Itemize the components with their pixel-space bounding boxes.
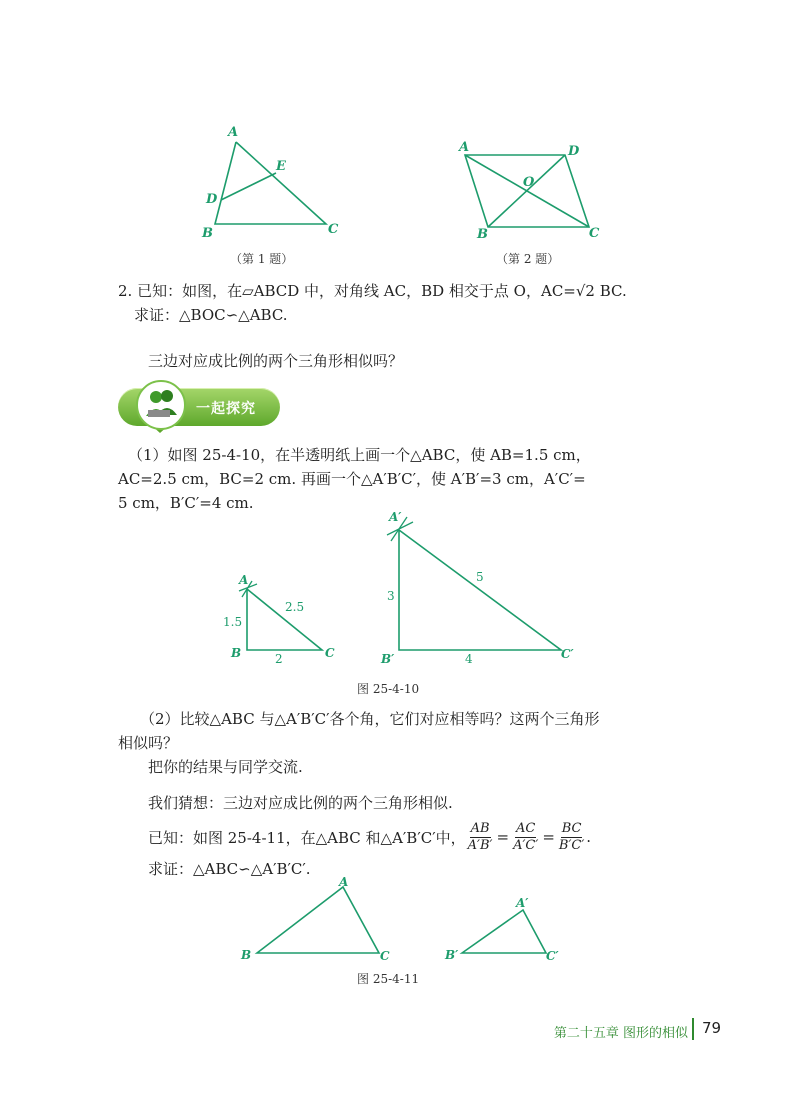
label-c2: C′ <box>546 949 559 963</box>
footer-divider <box>692 1018 694 1040</box>
label-b: B <box>241 948 252 962</box>
label-d: D <box>568 144 580 159</box>
large-side-ac: 5 <box>476 570 484 584</box>
figure-2-caption: （第 2 题） <box>496 252 560 266</box>
small-label-b: B <box>231 646 242 660</box>
large-triangle <box>399 530 561 650</box>
small-side-ab: 1.5 <box>223 615 243 629</box>
figure-problem-1 <box>190 120 360 245</box>
step-1-line-2: AC=2.5 cm，BC=2 cm. 再画一个△A′B′C′，使 A′B′=3 cm，A′C′= <box>118 470 586 488</box>
explore-badge-circle <box>136 380 186 430</box>
page-number: 79 <box>702 1019 722 1037</box>
large-label-b: B′ <box>381 652 395 666</box>
ratio-bc-den: B′C′ <box>558 837 585 853</box>
ratio-bc <box>559 821 584 854</box>
triangle-abc <box>215 142 326 224</box>
step-2-line-3: 把你的结果与同学交流. <box>148 758 303 776</box>
problem-2-given: 2. 已知：如图，在▱ABCD 中，对角线 AC，BD 相交于点 O，AC=√2 BC. <box>118 282 627 300</box>
label-c: C <box>328 222 339 237</box>
figure-25-4-11 <box>235 875 575 967</box>
figure-25-4-10-caption: 图 25-4-10 <box>357 682 420 696</box>
equals-1: = <box>496 828 510 846</box>
people-icon <box>138 382 184 428</box>
given-prefix: 已知：如图 25-4-11，在△ABC 和△A′B′C′中， <box>148 828 466 847</box>
ratio-ac <box>513 821 538 854</box>
ratio-ab-den: A′B′ <box>467 837 493 853</box>
given-end: . <box>586 828 592 846</box>
ratio-ab-num: AB <box>470 820 490 836</box>
large-side-ab: 3 <box>387 589 395 603</box>
given-statement <box>148 816 591 858</box>
small-side-bc: 2 <box>275 652 283 666</box>
large-label-c: C′ <box>561 647 574 661</box>
question-text: 三边对应成比例的两个三角形相似吗？ <box>148 352 404 370</box>
segment-de <box>221 173 276 200</box>
equals-2: = <box>542 828 555 846</box>
problem-2-prove: 求证：△BOC∽△ABC. <box>134 306 288 324</box>
label-b2: B′ <box>445 948 459 962</box>
label-c: C <box>589 226 600 240</box>
label-d: D <box>206 192 218 207</box>
step-2-line-2: 相似吗？ <box>118 734 179 752</box>
figure-25-4-11-caption: 图 25-4-11 <box>357 972 420 986</box>
label-a: A <box>459 140 470 155</box>
label-e: E <box>276 159 286 174</box>
small-triangle <box>247 589 322 650</box>
label-b: B <box>202 226 213 241</box>
label-c: C <box>380 949 390 963</box>
label-a: A <box>228 125 239 140</box>
triangle-a2b2c2 <box>462 910 546 953</box>
chapter-title: 第二十五章 图形的相似 <box>553 1026 688 1041</box>
label-a2: A′ <box>516 896 529 910</box>
large-side-bc: 4 <box>465 652 473 666</box>
label-o: O <box>523 175 535 190</box>
conjecture-text: 我们猜想：三边对应成比例的两个三角形相似. <box>148 794 453 812</box>
large-label-a: A′ <box>389 510 402 524</box>
diagonal-bd <box>488 155 565 227</box>
label-b: B <box>477 227 488 240</box>
figure-1-caption: （第 1 题） <box>230 252 294 266</box>
prove-text: 求证：△ABC∽△A′B′C′. <box>148 860 311 878</box>
step-1-line-3: 5 cm，B′C′=4 cm. <box>118 494 254 512</box>
ratio-ac-den: A′C′ <box>513 837 539 853</box>
small-side-ac: 2.5 <box>285 600 305 614</box>
figure-problem-2 <box>455 135 615 240</box>
ratio-bc-num: BC <box>561 820 582 836</box>
explore-badge-label: 一起探究 <box>196 401 256 417</box>
figure-25-4-10 <box>215 505 595 673</box>
triangle-abc <box>257 887 379 953</box>
step-1-line-1: （1）如图 25-4-10，在半透明纸上画一个△ABC，使 AB=1.5 cm， <box>128 446 591 464</box>
step-2-line-1: （2）比较△ABC 与△A′B′C′各个角，它们对应相等吗？这两个三角形 <box>140 710 600 728</box>
small-label-a: A <box>239 573 249 587</box>
ratio-ac-num: AC <box>516 820 536 836</box>
small-label-c: C <box>325 646 335 660</box>
ratio-ab <box>468 821 493 854</box>
label-a: A <box>339 875 349 889</box>
